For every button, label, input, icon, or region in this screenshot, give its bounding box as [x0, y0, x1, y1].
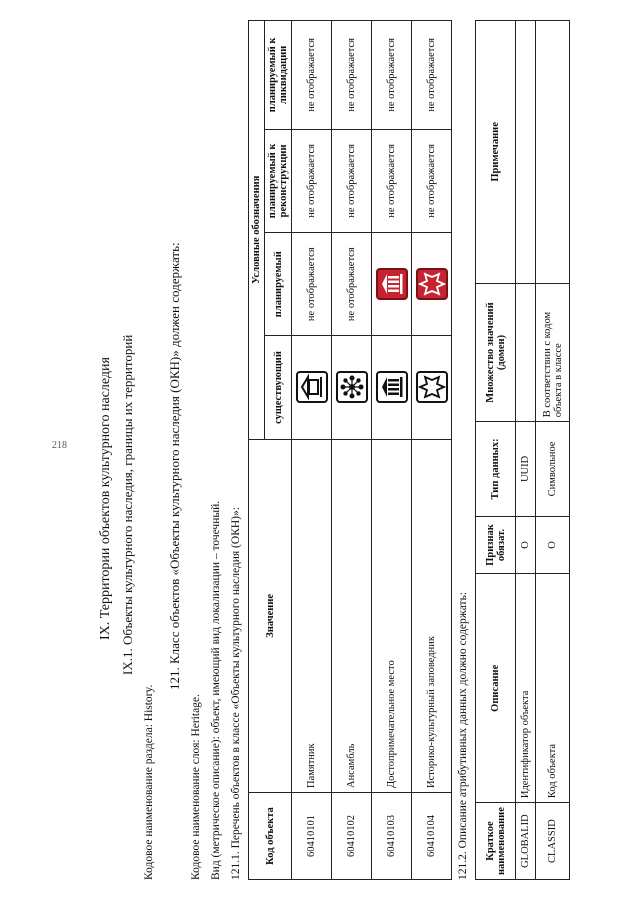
header-description: Описание — [476, 574, 516, 803]
header-value: Значение — [249, 439, 292, 792]
header-note: Примечание — [476, 21, 516, 284]
row-short-name: GLOBALID — [516, 803, 536, 880]
row-liquidate: не отображается — [292, 21, 332, 130]
header-required: Признак обязат. — [476, 516, 516, 574]
row-required: О — [536, 516, 570, 574]
table-row — [292, 21, 332, 880]
attributes-table — [475, 20, 570, 880]
row-required: О — [516, 516, 536, 574]
row-planned: не отображается — [332, 233, 372, 336]
reserve-planned-icon — [416, 268, 448, 300]
header-data-type: Тип данных: — [476, 422, 516, 516]
rotated-page — [50, 20, 610, 880]
row-code: 60410104 — [412, 793, 452, 880]
row-value: Достопримечательное место — [372, 439, 412, 792]
row-reconstruct: не отображается — [332, 129, 372, 232]
row-value: Ансамбль — [332, 439, 372, 792]
row-domain: В соответствии с кодом объекта в классе — [536, 283, 570, 421]
row-liquidate: не отображается — [372, 21, 412, 130]
table-row — [412, 21, 452, 880]
table-row — [536, 21, 570, 880]
row-short-name: CLASSID — [536, 803, 570, 880]
header-domain: Множество значений (домен) — [476, 283, 516, 421]
landmark-planned-icon — [376, 268, 408, 300]
header-short-name: Краткое наименование — [476, 803, 516, 880]
subsection-heading: IX.1. Объекты культурного наследия, границы их территорий — [120, 334, 135, 675]
section-heading: IX. Территории объектов культурного наследия — [98, 357, 113, 640]
row-planned: не отображается — [292, 233, 332, 336]
header-reconstruct: планируемый к реконструкции — [265, 129, 292, 232]
row-value: Историко-культурный заповедник — [412, 439, 452, 792]
class-title: 121. Класс объектов «Объекты культурного наследия (ОКН)» должен содержать: — [167, 242, 182, 690]
monument-icon — [296, 372, 328, 404]
header-symbols: Условные обозначения — [249, 21, 265, 440]
table-row — [332, 21, 372, 880]
row-domain — [516, 283, 536, 421]
objects-table — [248, 20, 452, 880]
header-code: Код объекта — [249, 793, 292, 880]
landmark-icon — [376, 372, 408, 404]
header-planned: планируемый — [265, 233, 292, 336]
header-liquidate: планируемый к ликвидации — [265, 21, 292, 130]
row-liquidate: не отображается — [412, 21, 452, 130]
table-row — [372, 21, 412, 880]
object-list-title: 121.1. Перечень объектов в классе «Объекты культурного наследия (ОКН)»: — [230, 507, 242, 880]
row-reconstruct: не отображается — [372, 129, 412, 232]
table-header-row — [249, 21, 265, 880]
row-code: 60410103 — [372, 793, 412, 880]
geometry-description: Вид (метрическое описание): объект, имеющий вид локализации – точечный. — [210, 500, 222, 880]
attributes-title: 121.2. Описание атрибутивных данных должно содержать: — [457, 591, 469, 880]
row-data-type: Символьное — [536, 422, 570, 516]
row-description: Код объекта — [536, 574, 570, 803]
row-note — [536, 21, 570, 284]
row-value: Памятник — [292, 439, 332, 792]
row-data-type: UUID — [516, 422, 536, 516]
row-note — [516, 21, 536, 284]
layer-code: Кодовое наименование слоя: Heritage. — [190, 694, 202, 880]
row-code: 60410101 — [292, 793, 332, 880]
page-number: 218 — [52, 440, 67, 451]
ensemble-icon — [336, 372, 368, 404]
header-existing: существующий — [265, 336, 292, 439]
row-description: Идентификатор объекта — [516, 574, 536, 803]
row-code: 60410102 — [332, 793, 372, 880]
reserve-icon — [416, 372, 448, 404]
table-row — [516, 21, 536, 880]
table-header-row — [476, 21, 516, 880]
section-code: Кодовое наименование раздела: History. — [143, 684, 155, 880]
row-liquidate: не отображается — [332, 21, 372, 130]
row-reconstruct: не отображается — [292, 129, 332, 232]
row-reconstruct: не отображается — [412, 129, 452, 232]
